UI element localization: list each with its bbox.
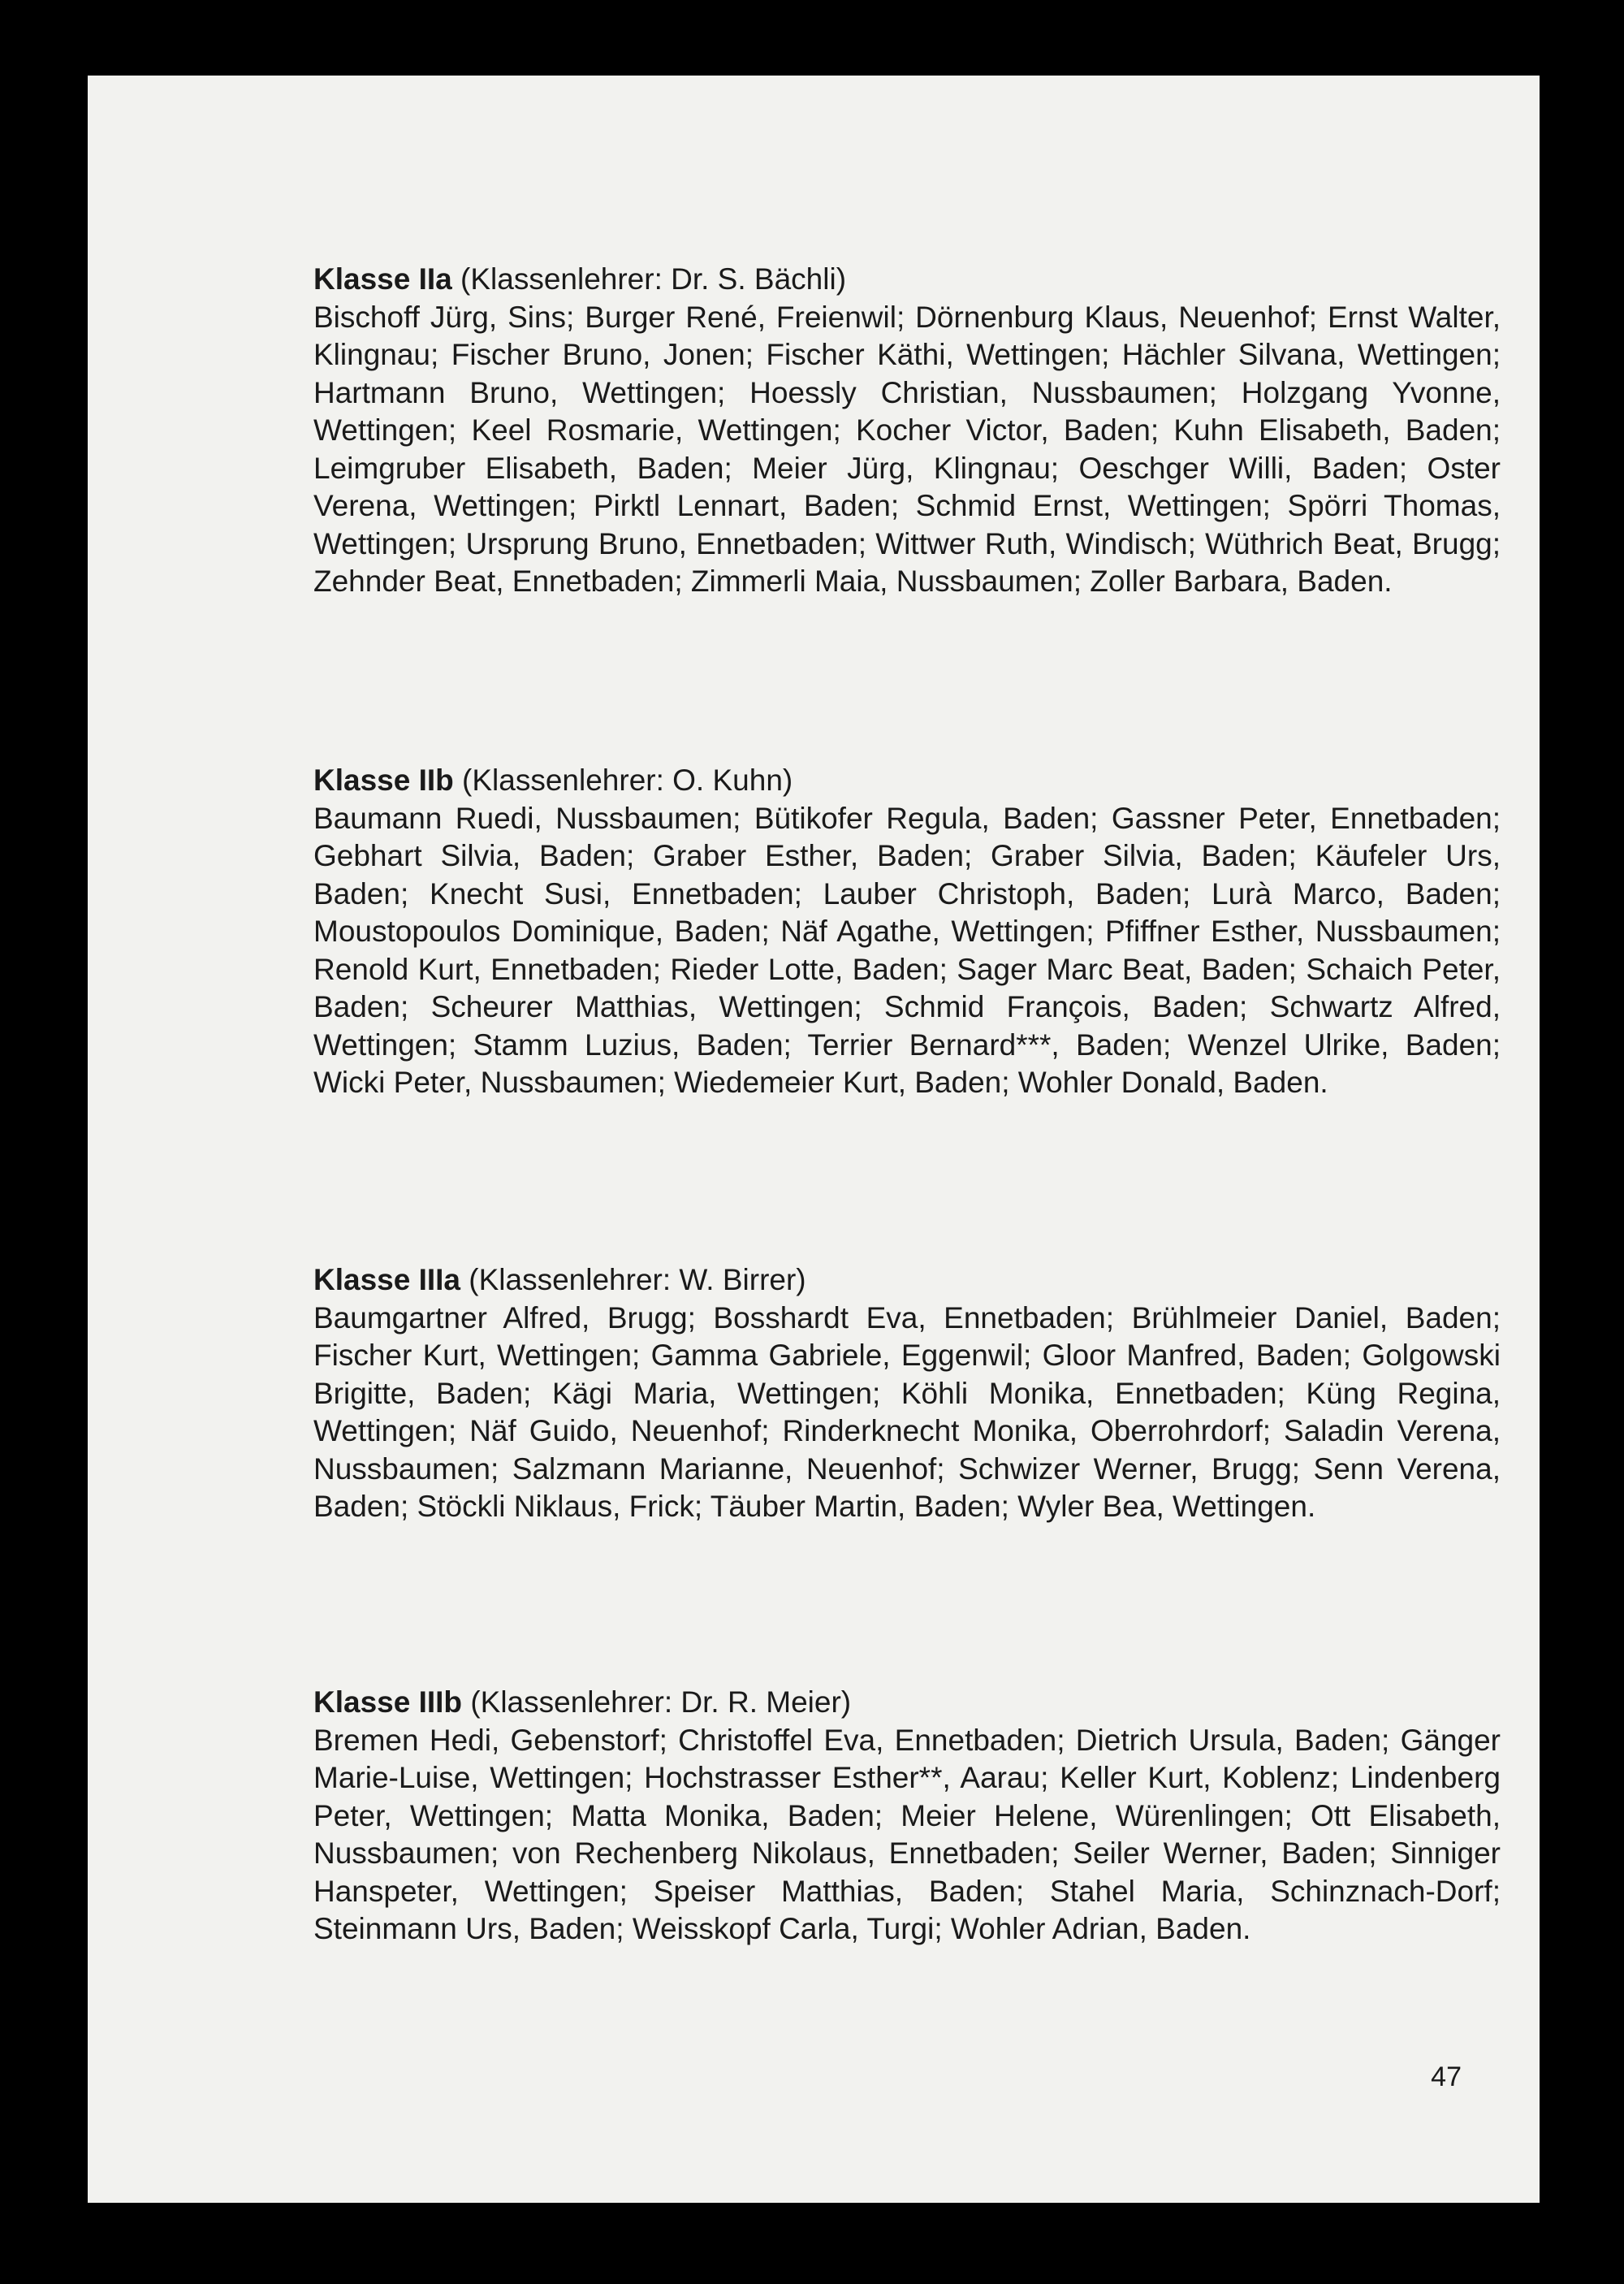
class-heading <box>313 762 1501 800</box>
student-list: Bischoff Jürg, Sins; Burger René, Freienwil; Dörnenburg Klaus, Neuenhof; Ernst Walter, Klingnau; Fischer Bruno, Jonen; Fischer Käthi, Wettingen; Hächler Silvana, Wettingen; Hartmann Bruno, Wettingen; Hoessly Christian, Nussbaumen; Holzgang Yvonne, Wettingen; Keel Rosmarie, Wettingen; Kocher Victor, Baden; Kuhn Elisabeth, Baden; Leimgruber Elisabeth, Baden; Meier Jürg, Klingnau; Oeschger Willi, Baden; Oster Verena, Wettingen; Pirktl Lennart, Baden; Schmid Ernst, Wettingen; Spörri Thomas, Wettingen; Ursprung Bruno, Ennetbaden; Wittwer Ruth, Windisch; Wüthrich Beat, Brugg; Zehnder Beat, Ennetbaden; Zimmerli Maia, Nussbaumen; Zoller Barbara, Baden. <box>313 300 1501 598</box>
class-label: Klasse IIa <box>313 262 452 296</box>
class-teacher: (Klassenlehrer: W. Birrer) <box>469 1263 806 1296</box>
class-label: Klasse IIIa <box>313 1263 461 1296</box>
class-label: Klasse IIb <box>313 763 454 797</box>
class-heading <box>313 1261 1501 1300</box>
student-list: Baumgartner Alfred, Brugg; Bosshardt Eva, Ennetbaden; Brühlmeier Daniel, Baden; Fischer Kurt, Wettingen; Gamma Gabriele, Eggenwil; Gloor Manfred, Baden; Golgowski Brigitte, Baden; Kägi Maria, Wettingen; Köhli Monika, Ennetbaden; Küng Regina, Wettingen; Näf Guido, Neuenhof; Rinderknecht Monika, Oberrohrdorf; Saladin Verena, Nussbaumen; Salzmann Marianne, Neuenhof; Schwizer Werner, Brugg; Senn Verena, Baden; Stöckli Niklaus, Frick; Täuber Martin, Baden; Wyler Bea, Wettingen. <box>313 1300 1501 1523</box>
class-teacher: (Klassenlehrer: O. Kuhn) <box>462 763 793 797</box>
class-heading <box>313 1684 1501 1722</box>
class-teacher: (Klassenlehrer: Dr. S. Bächli) <box>460 262 847 296</box>
student-list: Baumann Ruedi, Nussbaumen; Bütikofer Regula, Baden; Gassner Peter, Ennetbaden; Gebhart Silvia, Baden; Graber Esther, Baden; Graber Silvia, Baden; Käufeler Urs, Baden; Knecht Susi, Ennetbaden; Lauber Christoph, Baden; Lurà Marco, Baden; Moustopoulos Dominique, Baden; Näf Agathe, Wettingen; Pfiffner Esther, Nussbaumen; Renold Kurt, Ennetbaden; Rieder Lotte, Baden; Sager Marc Beat, Baden; Schaich Peter, Baden; Scheurer Matthias, Wettingen; Schmid François, Baden; Schwartz Alfred, Wettingen; Stamm Luzius, Baden; Terrier Bernard***, Baden; Wenzel Ulrike, Baden; Wicki Peter, Nussbaumen; Wiedemeier Kurt, Baden; Wohler Donald, Baden. <box>313 801 1501 1099</box>
page-number: 47 <box>1431 2061 1462 2092</box>
class-section-iiib <box>313 1684 1501 1949</box>
class-section-iiia <box>313 1261 1501 1526</box>
class-section-iia <box>313 261 1501 601</box>
student-list: Bremen Hedi, Gebenstorf; Christoffel Eva, Ennetbaden; Dietrich Ursula, Baden; Gänger Marie-Luise, Wettingen; Hochstrasser Esther**, Aarau; Keller Kurt, Koblenz; Lindenberg Peter, Wettingen; Matta Monika, Baden; Meier Helene, Würenlingen; Ott Elisabeth, Nussbaumen; von Rechenberg Nikolaus, Ennetbaden; Seiler Werner, Baden; Sinniger Hanspeter, Wettingen; Speiser Matthias, Baden; Stahel Maria, Schinznach-Dorf; Steinmann Urs, Baden; Weisskopf Carla, Turgi; Wohler Adrian, Baden. <box>313 1723 1501 1945</box>
class-section-iib <box>313 762 1501 1102</box>
class-label: Klasse IIIb <box>313 1685 463 1719</box>
class-heading <box>313 261 1501 299</box>
document-page <box>88 76 1540 2203</box>
class-teacher: (Klassenlehrer: Dr. R. Meier) <box>470 1685 852 1719</box>
